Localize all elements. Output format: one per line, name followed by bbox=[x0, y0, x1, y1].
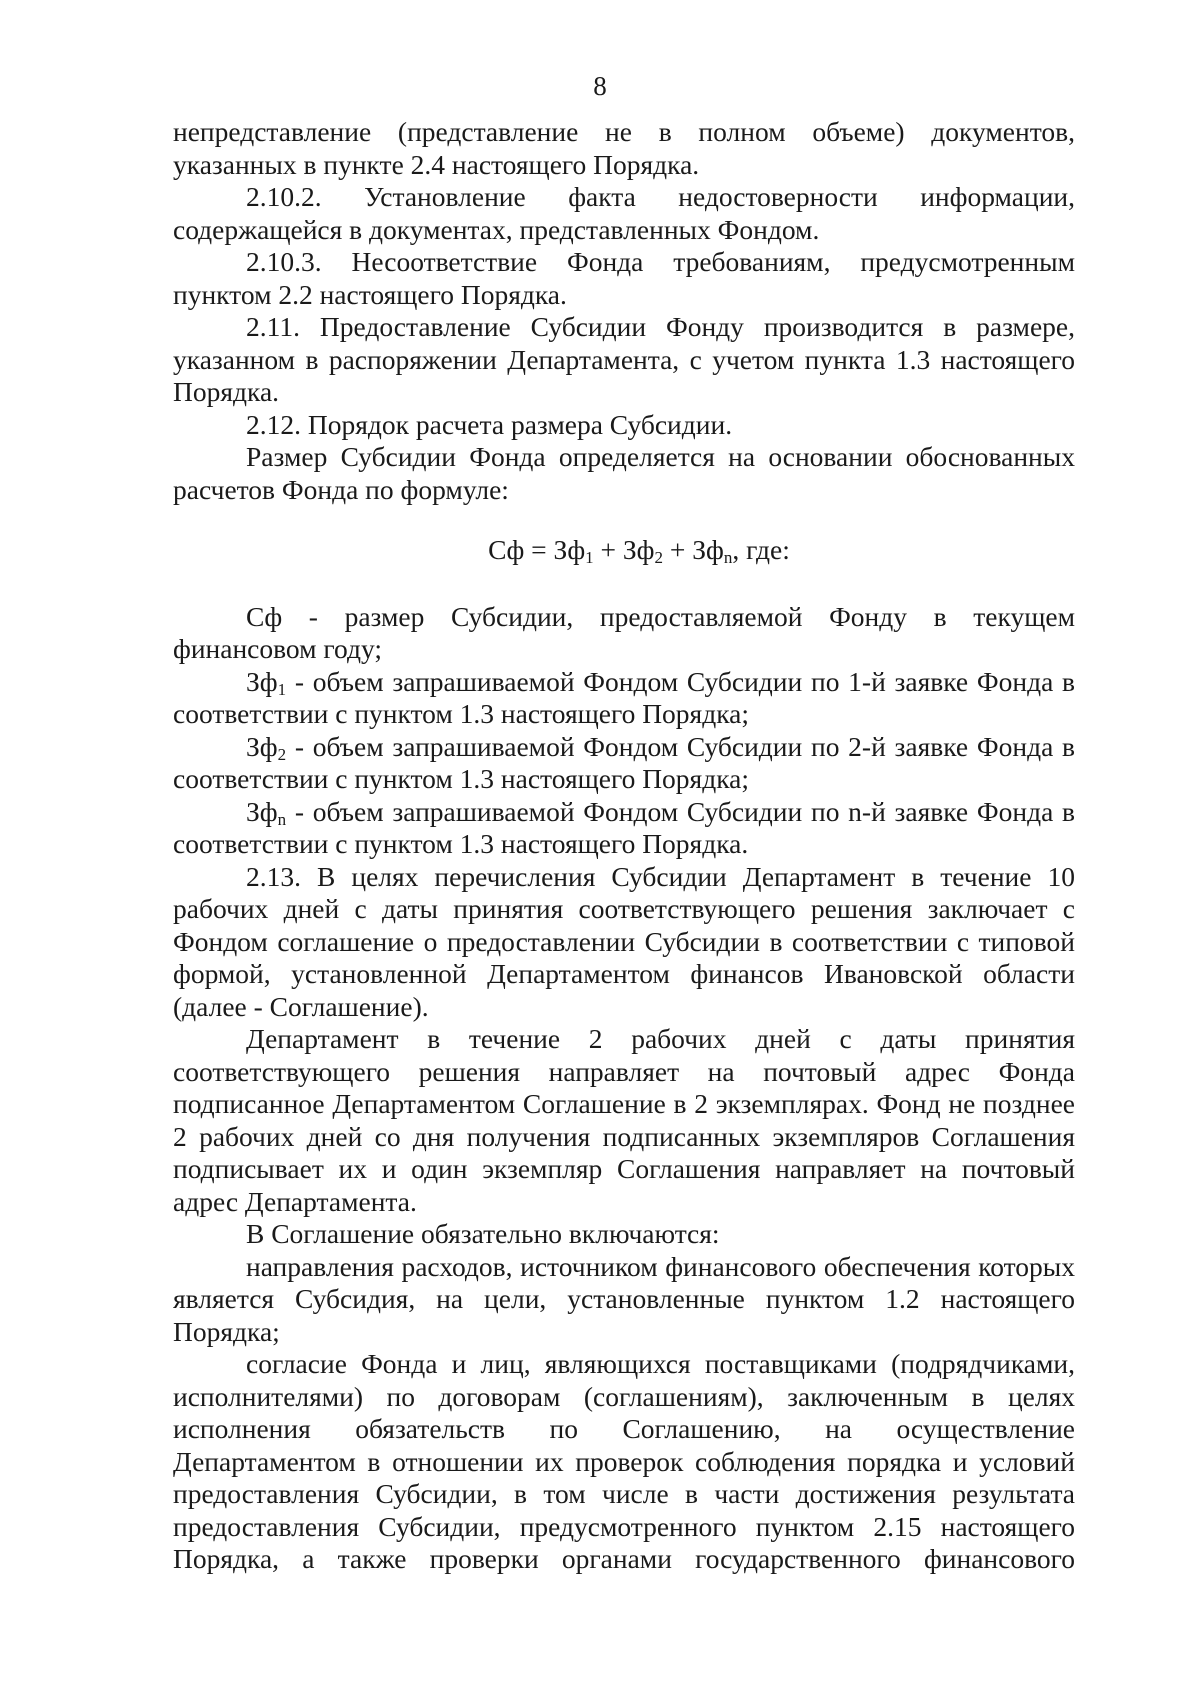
definition: $Зф_n$ - объем запрашиваемой Фондом Субсидии по n-й заявке Фонда в соответствии с пунктом 1.3 настоящего Порядка. bbox=[173, 795, 1075, 859]
page-number: 8 bbox=[593, 71, 607, 101]
paragraph: В Соглашение обязательно включаются: bbox=[246, 1218, 720, 1249]
paragraph: согласие Фонда и лиц, являющихся поставщиками (подрядчиками, исполнителями) по договорам (соглашениям), заключенным в целях исполнения обязательств по Соглашению, на осуществление Департаментом в отношении их проверок соблюдения порядка и условий предоставления Субсидии, в том числе в части достижения результата предоставления Субсидии, предусмотренного пунктом 2.15 настоящего Порядка, а также проверки органами государственного финансового bbox=[173, 1348, 1075, 1574]
paragraph: Размер Субсидии Фонда определяется на основании обоснованных расчетов Фонда по формуле: bbox=[173, 441, 1075, 505]
paragraph: Департамент в течение 2 рабочих дней с даты принятия соответствующего решения направляет на почтовый адрес Фонда подписанное Департаментом Соглашение в 2 экземплярах. Фонд не позднее 2 рабочих дней со дня получения подписанных экземпляров Соглашения подписывает их и один экземпляр Соглашения направляет на почтовый адрес Департамента. bbox=[173, 1023, 1075, 1217]
paragraph: 2.13. В целях перечисления Субсидии Департамент в течение 10 рабочих дней с даты принятия соответствующего решения заключает с Фондом соглашение о предоставлении Субсидии в соответствии с типовой формой, установленной Департаментом финансов Ивановской области (далее - Соглашение). bbox=[173, 860, 1075, 1022]
definition: Сф - размер Субсидии, предоставляемой Фонду в текущем финансовом году; bbox=[173, 600, 1075, 664]
paragraph: непредставление (представление не в полном объеме) документов, указанных в пункте 2.4 настоящего Порядка. bbox=[173, 116, 1075, 180]
paragraph: 2.11. Предоставление Субсидии Фонду производится в размере, указанном в распоряжении Департамента, с учетом пункта 1.3 настоящего Порядка. bbox=[173, 311, 1075, 407]
subsidy-formula: Сф = $Зф_1 + Зф_2 + Зф_n$, где: bbox=[488, 534, 790, 567]
paragraph: направления расходов, источником финансового обеспечения которых является Субсидия, на цели, установленные пунктом 1.2 настоящего Порядка; bbox=[173, 1250, 1075, 1347]
paragraph: 2.10.2. Установление факта недостоверности информации, содержащейся в документах, представленных Фондом. bbox=[173, 181, 1075, 245]
definition: $Зф_1$ - объем запрашиваемой Фондом Субсидии по 1-й заявке Фонда в соответствии с пунктом 1.3 настоящего Порядка; bbox=[173, 665, 1075, 729]
document-body bbox=[173, 116, 1075, 1576]
paragraph: 2.10.3. Несоответствие Фонда требованиям, предусмотренным пунктом 2.2 настоящего Порядка. bbox=[173, 246, 1075, 310]
definition: $Зф_2$ - объем запрашиваемой Фондом Субсидии по 2-й заявке Фонда в соответствии с пунктом 1.3 настоящего Порядка; bbox=[173, 730, 1075, 794]
paragraph: 2.12. Порядок расчета размера Субсидии. bbox=[246, 408, 733, 440]
